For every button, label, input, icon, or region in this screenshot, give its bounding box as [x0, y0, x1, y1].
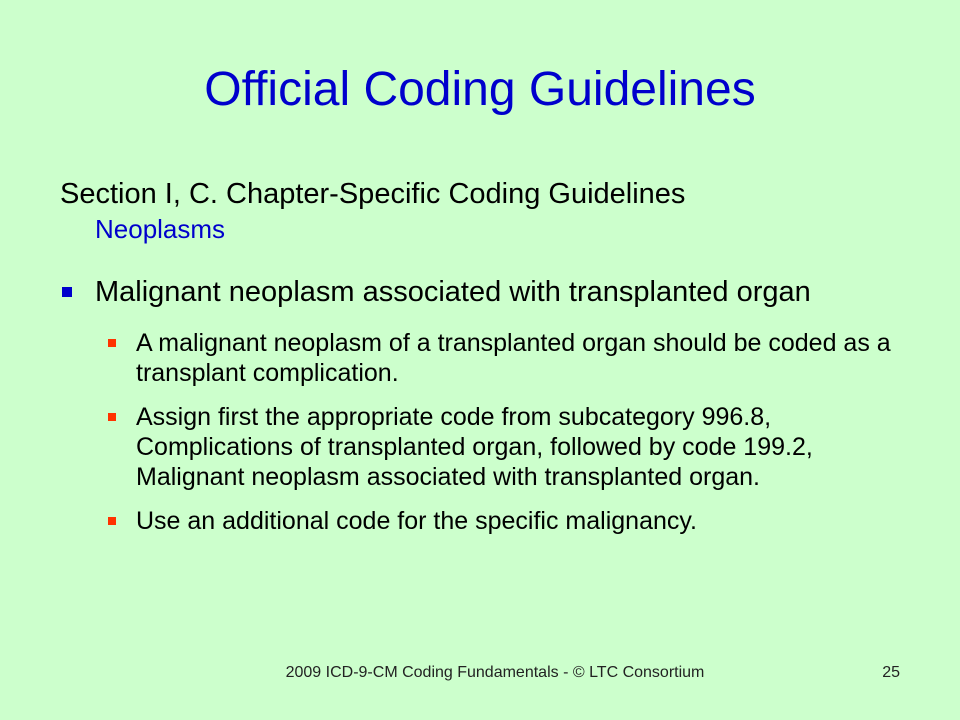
section-heading: Section I, C. Chapter-Specific Coding Guidelines — [60, 178, 686, 210]
slide-footer: 2009 ICD-9-CM Coding Fundamentals - © LTC Consortium — [285, 664, 705, 681]
slide-title: Official Coding Guidelines — [204, 63, 756, 116]
square-bullet-icon — [108, 339, 116, 347]
page-number: 25 — [882, 664, 900, 681]
sub-bullet-text: Assign first the appropriate code from subcategory 996.8, Complications of transplanted organ, followed by code 199.2, Malignant neoplasm associated with transplanted organ. — [136, 403, 813, 491]
main-bullet-text: Malignant neoplasm associated with transplanted organ — [95, 276, 811, 308]
square-bullet-icon — [62, 287, 72, 297]
sub-bullet-item — [60, 506, 900, 536]
sub-bullet-text: A malignant neoplasm of a transplanted organ should be coded as a transplant complication. — [136, 329, 891, 387]
square-bullet-icon — [108, 413, 116, 421]
sub-bullet-text: Use an additional code for the specific malignancy. — [136, 507, 697, 535]
sub-bullet-item — [60, 328, 900, 388]
main-bullet-item — [60, 274, 900, 310]
slide-content — [60, 176, 900, 536]
square-bullet-icon — [108, 517, 116, 525]
section-subheading: Neoplasms — [95, 214, 226, 244]
sub-bullet-item — [60, 402, 900, 492]
